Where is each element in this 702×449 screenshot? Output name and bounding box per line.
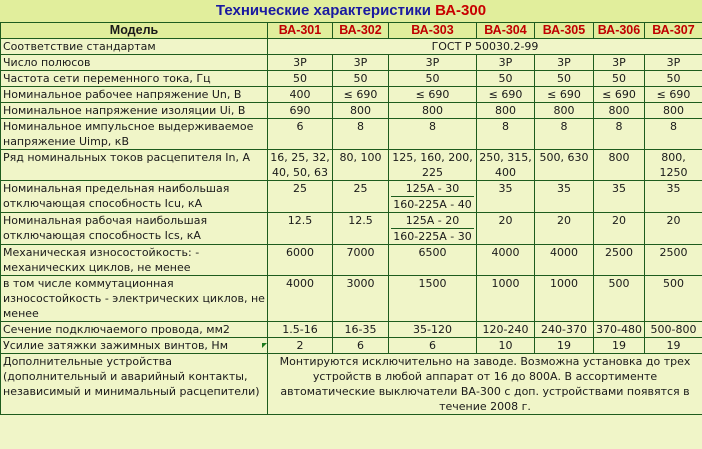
cell-value: 2500 [645, 245, 702, 276]
header-model: ВА-306 [594, 23, 645, 39]
cell-value: 20 [477, 213, 535, 245]
header-model: ВА-305 [535, 23, 594, 39]
header-model: ВА-302 [333, 23, 389, 39]
cell-value: ≤ 690 [594, 87, 645, 103]
row-torque [1, 338, 702, 354]
cell-value: ≤ 690 [645, 87, 702, 103]
cell-value: 3P [389, 55, 477, 71]
cell-value: 12.5 [333, 213, 389, 245]
cell-value: 250, 315, 400 [477, 150, 535, 181]
cell-value: 3P [333, 55, 389, 71]
cell-value: 690 [268, 103, 333, 119]
row-icu [1, 181, 702, 213]
cell-value: 800 [535, 103, 594, 119]
cell-value: 19 [594, 338, 645, 354]
cell-value: 8 [645, 119, 702, 150]
cell-value: 1.5-16 [268, 322, 333, 338]
cell-value: 1000 [477, 276, 535, 322]
cell-value: ≤ 690 [477, 87, 535, 103]
header-param: Модель [1, 23, 268, 39]
cell-value: 50 [535, 71, 594, 87]
row-ui [1, 103, 702, 119]
cell-value: 6 [389, 338, 477, 354]
title-model: ВА-300 [435, 2, 487, 19]
cell-value: 125, 160, 200, 225 [389, 150, 477, 181]
cell-note: Монтируются исключительно на заводе. Возможна установка до трех устройств в любой аппарат от 16 до 800А. В ассортименте автоматические выключатели ВА-300 с доп. устройствами появятся в течение 2008 г. [268, 354, 702, 415]
cell-value: 500 [594, 276, 645, 322]
row-uimp [1, 119, 702, 150]
cell-value: 25 [268, 181, 333, 213]
row-label: Дополнительные устройства (дополнительный и аварийный контакты, независимый и минимальный расцепители) [1, 354, 268, 415]
cell-value: 16, 25, 32, 40, 50, 63 [268, 150, 333, 181]
cell-value: 160-225A - 30 [393, 230, 472, 243]
cell-value: 1500 [389, 276, 477, 322]
cell-value: 8 [333, 119, 389, 150]
cell-value: 50 [268, 71, 333, 87]
row-label: Номинальное напряжение изоляции Ui, В [1, 103, 268, 119]
cell-value: 12.5 [268, 213, 333, 245]
cell-value: 35 [594, 181, 645, 213]
cell-value: 50 [645, 71, 702, 87]
cell-value: 125A - 30 [391, 181, 474, 197]
cell-value: 6500 [389, 245, 477, 276]
cell-value: 16-35 [333, 322, 389, 338]
cell-value: 3P [594, 55, 645, 71]
cell-value: 19 [535, 338, 594, 354]
row-in [1, 150, 702, 181]
row-label: Соответствие стандартам [1, 39, 268, 55]
cell-value: ≤ 690 [389, 87, 477, 103]
row-elec [1, 276, 702, 322]
cell-value: 240-370 [535, 322, 594, 338]
cell-value: 35-120 [389, 322, 477, 338]
header-model: ВА-304 [477, 23, 535, 39]
page-title [0, 0, 702, 22]
row-label: Частота сети переменного тока, Гц [1, 71, 268, 87]
cell-split [389, 181, 477, 213]
cell-value: ≤ 690 [535, 87, 594, 103]
cell-value: 800 [645, 103, 702, 119]
cell-value: 50 [389, 71, 477, 87]
cell-value: 125A - 20 [391, 213, 474, 229]
cell-value: 800, 1250 [645, 150, 702, 181]
cell-value: 50 [594, 71, 645, 87]
cell-value: 35 [645, 181, 702, 213]
cell-value: 4000 [268, 276, 333, 322]
row-label: Механическая износостойкость: - механических циклов, не менее [1, 245, 268, 276]
cell-value: 8 [389, 119, 477, 150]
row-label: в том числе коммутационная износостойкость - электрических циклов, не менее [1, 276, 268, 322]
cell-value: 3P [268, 55, 333, 71]
cell-value: 20 [645, 213, 702, 245]
row-label: Номинальное рабочее напряжение Un, В [1, 87, 268, 103]
cell-value: 25 [333, 181, 389, 213]
row-standards [1, 39, 702, 55]
row-poles [1, 55, 702, 71]
cell-value: 20 [594, 213, 645, 245]
cell-value: 19 [645, 338, 702, 354]
header-row [1, 23, 702, 39]
cell-value: 3P [645, 55, 702, 71]
cell-value: 8 [594, 119, 645, 150]
title-prefix: Технические характеристики [215, 2, 431, 19]
row-frequency [1, 71, 702, 87]
cell-value: 500-800 [645, 322, 702, 338]
cell-value: 800 [594, 103, 645, 119]
cell-value: 2500 [594, 245, 645, 276]
row-mech [1, 245, 702, 276]
cell-value: 7000 [333, 245, 389, 276]
row-wire [1, 322, 702, 338]
row-label: Число полюсов [1, 55, 268, 71]
row-label: Ряд номинальных токов расцепителя In, А [1, 150, 268, 181]
cell-value: 400 [268, 87, 333, 103]
row-label: Сечение подключаемого провода, мм2 [1, 322, 268, 338]
cell-value: 3P [535, 55, 594, 71]
header-model: ВА-307 [645, 23, 702, 39]
cell-value: 3P [477, 55, 535, 71]
cell-value: 370-480 [594, 322, 645, 338]
header-model: ВА-303 [389, 23, 477, 39]
cell-value: 4000 [535, 245, 594, 276]
cell-value: 8 [477, 119, 535, 150]
cell-value: 800 [477, 103, 535, 119]
row-extras [1, 354, 702, 415]
cell-value: 2 [268, 338, 333, 354]
cell-value: 120-240 [477, 322, 535, 338]
cell-value: 50 [477, 71, 535, 87]
header-model: ВА-301 [268, 23, 333, 39]
cell-value: 800 [594, 150, 645, 181]
cell-split [389, 213, 477, 245]
row-label: Номинальное импульсное выдерживаемое напряжение Uimp, кВ [1, 119, 268, 150]
cell-value: 500, 630 [535, 150, 594, 181]
cell-corner-marker [262, 343, 267, 348]
cell-value: 4000 [477, 245, 535, 276]
cell-value: 20 [535, 213, 594, 245]
cell-value: 8 [535, 119, 594, 150]
cell-value: 10 [477, 338, 535, 354]
cell-value: 35 [535, 181, 594, 213]
cell-value: 6 [268, 119, 333, 150]
cell-value: 3000 [333, 276, 389, 322]
cell-value: 6000 [268, 245, 333, 276]
cell-value: 800 [333, 103, 389, 119]
cell-value: 160-225A - 40 [393, 198, 472, 211]
cell-value: 50 [333, 71, 389, 87]
cell-value: 6 [333, 338, 389, 354]
cell-value: 800 [389, 103, 477, 119]
cell-value: ГОСТ Р 50030.2-99 [268, 39, 702, 55]
row-un [1, 87, 702, 103]
row-ics [1, 213, 702, 245]
row-label: Номинальная предельная наибольшая отключающая способность Icu, кА [1, 181, 268, 213]
cell-value: 1000 [535, 276, 594, 322]
row-label: Номинальная рабочая наибольшая отключающая способность Ics, кА [1, 213, 268, 245]
cell-value: 80, 100 [333, 150, 389, 181]
cell-value: ≤ 690 [333, 87, 389, 103]
row-label: Усилие затяжки зажимных винтов, Нм [1, 338, 268, 354]
cell-value: 35 [477, 181, 535, 213]
spec-table [0, 22, 702, 415]
cell-value: 500 [645, 276, 702, 322]
